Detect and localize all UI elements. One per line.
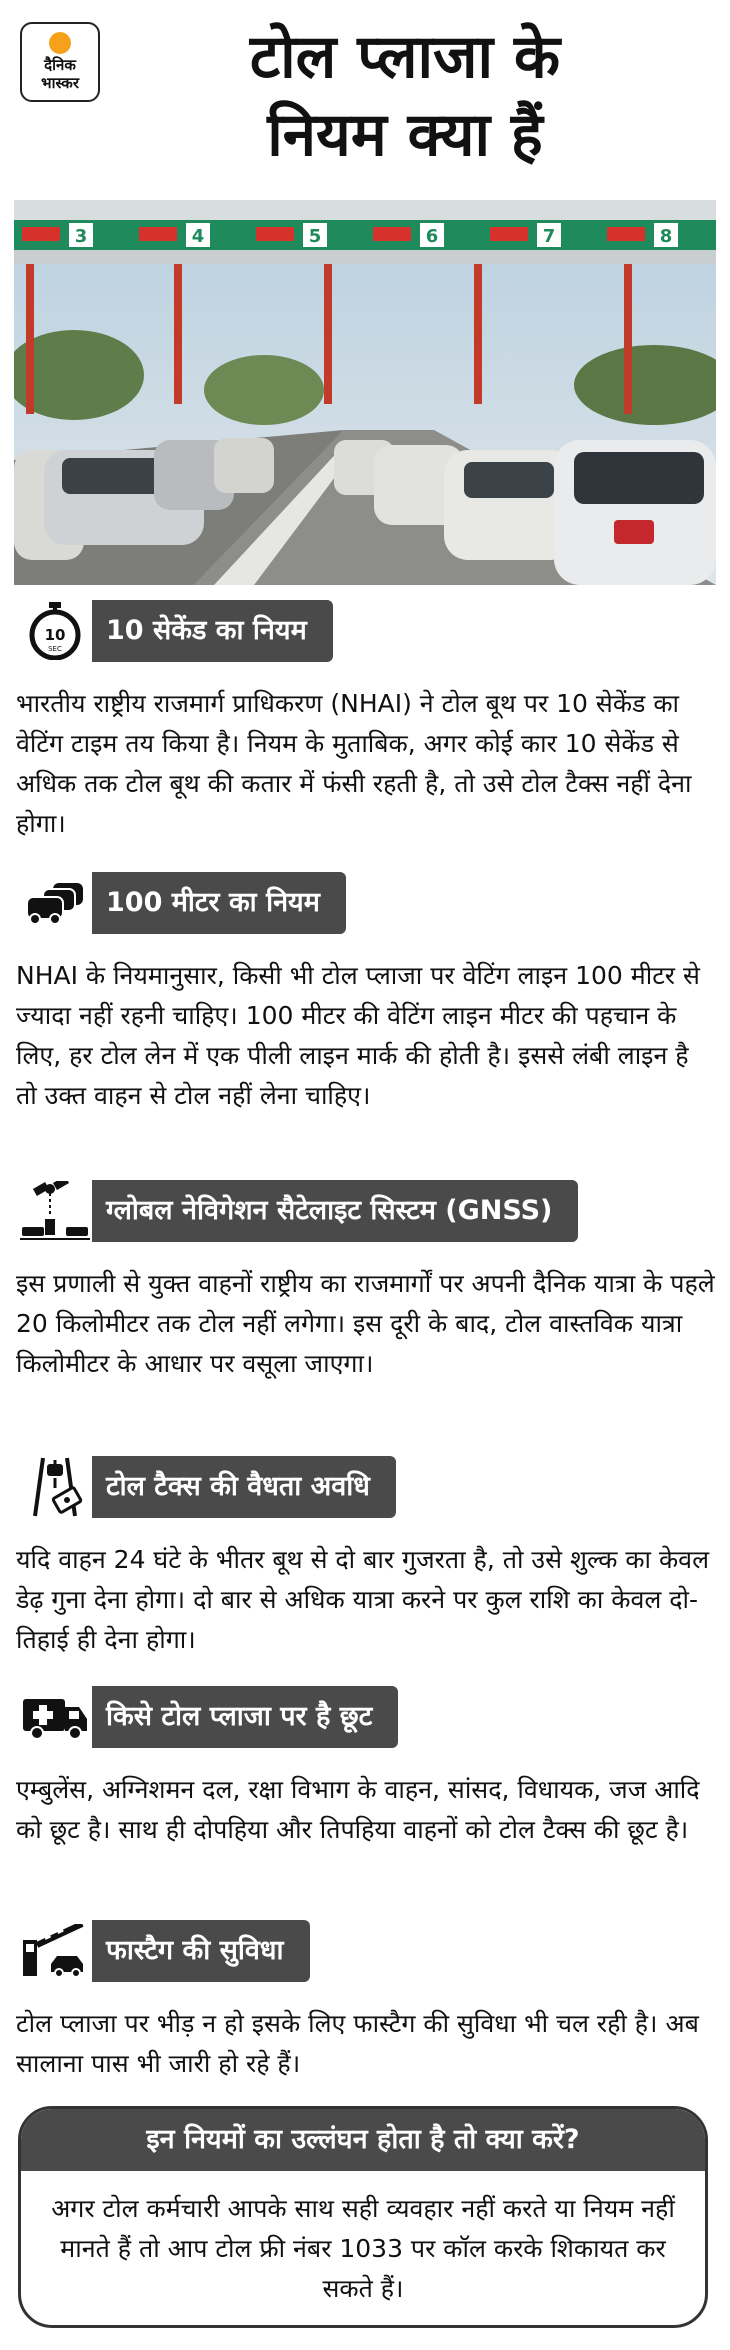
lane-number: 7 (542, 226, 556, 247)
section-heading: ग्लोबल नेविगेशन सैटेलाइट सिस्टम (GNSS) (92, 1180, 578, 1242)
brand-line-2: भास्कर (41, 74, 79, 92)
section-text: यदि वाहन 24 घंटे के भीतर बूथ से दो बार गुजरता है, तो उसे शुल्क का केवल डेढ़ गुना देना होगा। दो बार से अधिक यात्रा करने पर कुल राशि का केवल दो-तिहाई ही देना होगा। (16, 1545, 710, 1654)
brand-logo (20, 22, 100, 102)
section-heading: टोल टैक्स की वैधता अवधि (92, 1456, 396, 1518)
section-heading: 10 सेकेंड का नियम (92, 600, 333, 662)
satellite-icon (18, 1180, 92, 1242)
toll-plaza-photo (14, 200, 716, 585)
sun-icon (49, 32, 71, 54)
section-text: एम्बुलेंस, अग्निशमन दल, रक्षा विभाग के वाहन, सांसद, विधायक, जज आदि को छूट है। साथ ही दोपहिया और तिपहिया वाहनों को टोल टैक्स की छूट है। (16, 1775, 700, 1844)
page-title (120, 18, 690, 174)
callout-text: अगर टोल कर्मचारी आपके साथ सही व्यवहार नहीं करते या नियम नहीं मानते हैं तो आप टोल फ्री नंबर 1033 पर कॉल करके शिकायत कर सकते हैं। (51, 2194, 675, 2303)
page-header (0, 0, 730, 200)
section-heading-pill (18, 872, 346, 934)
lane-number: 6 (425, 226, 439, 247)
fastag-sign (490, 227, 528, 241)
lane-number: 3 (74, 226, 88, 247)
section-text: टोल प्लाजा पर भीड़ न हो इसके लिए फास्टैग की सुविधा भी चल रही है। अब सालाना पास भी जारी हो रहे हैं। (16, 2009, 699, 2078)
section-text: इस प्रणाली से युक्त वाहनों राष्ट्रीय का राजमार्गों पर अपनी दैनिक यात्रा के पहले 20 किलोमीटर तक टोल नहीं लगेगा। इस दूरी के बाद, टोल वास्तविक यात्रा किलोमीटर के आधार पर वसूला जाएगा। (16, 1269, 715, 1378)
car-queue-icon (18, 872, 92, 934)
fastag-sign (139, 227, 177, 241)
stopwatch-number: 10 (44, 626, 66, 644)
section-text: भारतीय राष्ट्रीय राजमार्ग प्राधिकरण (NHAI) ने टोल बूथ पर 10 सेकेंड का वेटिंग टाइम तय किया है। नियम के मुताबिक, अगर कोई कार 10 सेकेंड से अधिक तक टोल बूथ की कतार में फंसी रहती है, तो उसे टोल टैक्स नहीं देना होगा। (16, 689, 692, 838)
section-heading-pill (18, 1180, 578, 1242)
fastag-sign (607, 227, 645, 241)
brand-line-1: दैनिक (44, 56, 76, 74)
section-heading-pill (18, 1456, 396, 1518)
complaint-callout (18, 2106, 708, 2328)
section-heading-pill (18, 1920, 310, 1982)
toll-plaza-illustration (14, 200, 716, 585)
road-ticket-icon (18, 1456, 92, 1518)
fastag-sign (373, 227, 411, 241)
toll-barrier-icon (18, 1920, 92, 1982)
fastag-sign (256, 227, 294, 241)
lane-number: 8 (659, 226, 673, 247)
section-heading: फास्टैग की सुविधा (92, 1920, 310, 1982)
stopwatch-icon (18, 600, 92, 662)
callout-heading: इन नियमों का उल्लंघन होता है तो क्या करें? (21, 2109, 705, 2171)
section-heading: 100 मीटर का नियम (92, 872, 346, 934)
section-heading-pill (18, 600, 333, 662)
stopwatch-unit: SEC (48, 645, 62, 653)
section-heading-pill (18, 1686, 398, 1748)
title-line-2: नियम क्या हैं (267, 100, 543, 170)
lane-number: 4 (191, 226, 205, 247)
title-line-1: टोल प्लाजा के (249, 22, 561, 92)
ambulance-icon (18, 1686, 92, 1748)
section-text: NHAI के नियमानुसार, किसी भी टोल प्लाजा पर वेटिंग लाइन 100 मीटर से ज्यादा नहीं रहनी चाहिए। 100 मीटर की वेटिंग लाइन मीटर की पहचान के लिए, हर टोल लेन में एक पीली लाइन मार्क की होती है। इससे लंबी लाइन है तो उक्त वाहन से टोल नहीं लेना चाहिए। (16, 961, 700, 1110)
section-heading: किसे टोल प्लाजा पर है छूट (92, 1686, 398, 1748)
fastag-sign (22, 227, 60, 241)
lane-number: 5 (308, 226, 322, 247)
